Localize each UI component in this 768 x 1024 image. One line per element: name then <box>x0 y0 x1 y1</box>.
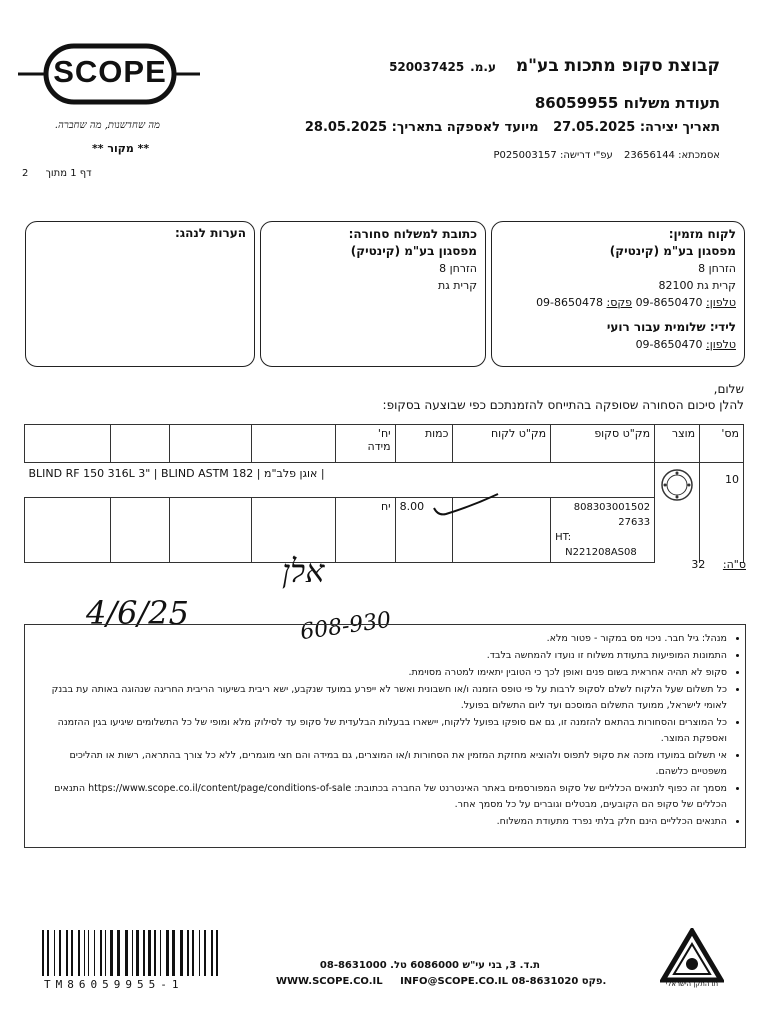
col-product: מוצר <box>655 425 700 463</box>
barcode-bar <box>42 930 44 976</box>
barcode-bar <box>47 930 49 976</box>
terms-item: • מנהל: גיל חבר. ניכוי מס במקור - פטור מלא. <box>33 631 727 647</box>
terms-list <box>25 625 745 830</box>
reference-line: אסמכתא: 23656144 עפ"י דרישה: P025003157 <box>493 150 720 161</box>
customer-attn: לידי: שלומית עבור רועי <box>606 320 736 334</box>
total-line: ס"ה: 32 <box>691 558 746 571</box>
row-description: BLIND RF 150 316L 3" | BLIND ASTM 182 | אוגן פלב"מ | <box>28 467 325 480</box>
barcode-text: TM86059955-1 <box>44 978 184 991</box>
barcode-bar <box>100 930 102 976</box>
customer-name: מפסגון בע"מ (קינטיק) <box>609 244 736 258</box>
page-indicator: דף 1 מתוך 2 <box>22 168 92 179</box>
footer-line-1: ת.ד. 3, בני עי"ש 6086000 טל. 08-8631000 <box>319 960 540 971</box>
barcode-bar <box>154 930 156 976</box>
barcode-bar <box>54 930 55 976</box>
table-header-row <box>25 425 744 463</box>
terms-item: • אי תשלום במועדו מזכה את סקופ לתפוס ולהוציא מחזקת המזמין את הסחורות ו/או המוצרים, גם במידה והם חצי מוגמרים, ללא כל צורך בהתראה, רשות או תהליכים משפטיים כלשהם. <box>33 748 727 780</box>
barcode-bar <box>136 930 139 976</box>
company-name: קבוצת סקופ מתכות בע"מ ע.מ. 520037425 <box>389 56 720 76</box>
greeting: שלום, <box>713 382 744 396</box>
barcode-bar <box>125 930 128 976</box>
col-scope-sku: מק"ט סקופ <box>551 425 655 463</box>
col-customer-sku: מק"ט לקוח <box>453 425 551 463</box>
table-row <box>25 463 744 498</box>
barcode-bar <box>59 930 61 976</box>
barcode-bar <box>160 930 161 976</box>
customer-phones: טלפון: 09-8650470 פקס: 09-8650478 <box>536 296 736 309</box>
barcode-bar <box>84 930 85 976</box>
standard-mark-caption: תו התקן הישראלי <box>665 980 719 988</box>
col-num: מס' <box>700 425 744 463</box>
footer-line-2: WWW.SCOPE.CO.IL INFO@SCOPE.CO.IL 08-8631020 פקס. <box>276 976 607 987</box>
row-unit: יח <box>335 498 395 563</box>
handwritten-date: 4/6/25 <box>86 594 189 632</box>
handwritten-check-mark <box>432 492 502 522</box>
items-table <box>24 424 744 563</box>
terms-item: • כל המוצרים והסחורות בהתאם להזמנה זו, גם אם סופקו בפועל ללקוח, יישארו בבעלות הבלעדית של סקופ עד לסילוק מלא ומופי של כל התשלומים שיגיעו בגין ההזמנה ואספקת המוצר. <box>33 715 727 747</box>
barcode-bar <box>132 930 133 976</box>
handwritten-signature: אלן <box>282 552 325 590</box>
barcode-bar <box>66 930 68 976</box>
shipping-heading: כתובת למשלוח סחורה: <box>348 227 477 241</box>
barcode-bar <box>117 930 120 976</box>
barcode-bar <box>78 930 80 976</box>
original-mark: ** מקור ** <box>92 142 150 155</box>
barcode-bar <box>105 930 106 976</box>
israel-standard-mark <box>660 928 724 992</box>
logo-text: SCOPE <box>53 54 167 89</box>
barcode-bar <box>216 930 218 976</box>
terms-item: • כל תשלום שעל הלקוח לשלם לסקופ לרבות על פי טופס הזמנה ו/או חשבונית ואשר לא ייפרע במועד שנקבע, ישא ריבית בשיעור הריבית החריגה שנהוגה באותה עת בבנק לאומי לישראל, ממועד התשלום המוסכם ועד ליום התשלום בפועל. <box>33 682 727 714</box>
barcode-bar <box>71 930 73 976</box>
col-unit: יח' מידה <box>335 425 395 463</box>
document-title: תעודת משלוח 86059955 <box>534 94 720 112</box>
terms-item: • סקופ לא תהיה אחראית בשום פנים ואופן לכך כי הטובין יתאימו למטרה מסוימת. <box>33 665 727 681</box>
shipping-box <box>260 221 486 367</box>
standard-mark-icon <box>660 928 724 984</box>
footer-website[interactable]: WWW.SCOPE.CO.IL <box>276 976 383 987</box>
barcode-bar <box>88 930 89 976</box>
customer-city: קרית גת 82100 <box>658 279 736 292</box>
handwritten-note: 608-930 <box>298 607 393 646</box>
barcode-bar <box>211 930 213 976</box>
driver-notes-box <box>25 221 255 367</box>
barcode-bar <box>187 930 189 976</box>
barcode-bar <box>204 930 206 976</box>
col-qty: כמות <box>395 425 453 463</box>
shipping-name: מפסגון בע"מ (קינטיק) <box>350 244 477 258</box>
flange-icon <box>659 467 695 503</box>
document-dates: תאריך יצירה: 27.05.2025 מיועד לאספקה בתאריך: 28.05.2025 <box>304 120 720 135</box>
terms-item: • מסמך זה כפוף לתנאים הכלליים של סקופ המפורסמים באתר האינטרנט של החברה בכתובת: https://www.scope.co.il/content/page/conditions-of-sale התנאים הכללים של סקופ הם הקובעים, מבטלים וגוברים על כל מסמך אחר. <box>33 781 727 813</box>
terms-item: • התמונות המופיעות בתעודת משלוח זו נועדו להמחשה בלבד. <box>33 648 727 664</box>
barcode-bar <box>94 930 95 976</box>
barcode-bar <box>180 930 183 976</box>
customer-attn-phone: טלפון: 09-8650470 <box>635 338 736 351</box>
product-image <box>655 463 700 563</box>
row-ht: HT: N221208AS08 <box>555 532 637 558</box>
barcode-bar <box>143 930 145 976</box>
row-num: 10 <box>700 463 744 563</box>
customer-box <box>491 221 745 367</box>
row-batch: 27633 <box>618 517 651 528</box>
barcode-bar <box>199 930 200 976</box>
table-row-details <box>25 498 744 563</box>
terms-box <box>24 624 746 848</box>
row-qty: 8.00 <box>395 498 453 563</box>
company-logo <box>18 40 200 112</box>
customer-street: הזרחן 8 <box>698 262 736 275</box>
shipping-city: קרית גת <box>438 279 477 292</box>
intro-text: להלן סיכום הסחורה שסופקה בהתייחס להזמנתכם כפי שבוצעה בסקופ: <box>382 398 744 412</box>
terms-item: • התנאים הכלליים הינם חלק בלתי נפרד מתעודת המשלוח. <box>33 814 727 830</box>
barcode-bar <box>166 930 169 976</box>
barcode <box>42 930 228 978</box>
barcode-bar <box>172 930 175 976</box>
customer-heading: לקוח מזמין: <box>668 227 736 241</box>
footer-email[interactable]: INFO@SCOPE.CO.IL <box>400 976 509 987</box>
row-scope-sku: 808303001502 <box>573 502 651 513</box>
barcode-bar <box>192 930 194 976</box>
shipping-street: הזרחן 8 <box>439 262 477 275</box>
barcode-bar <box>110 930 113 976</box>
barcode-bar <box>148 930 151 976</box>
driver-notes-heading: הערות לנהג: <box>174 226 246 240</box>
company-slogan: מה שחדשנות, מה שחברה. <box>54 120 160 131</box>
